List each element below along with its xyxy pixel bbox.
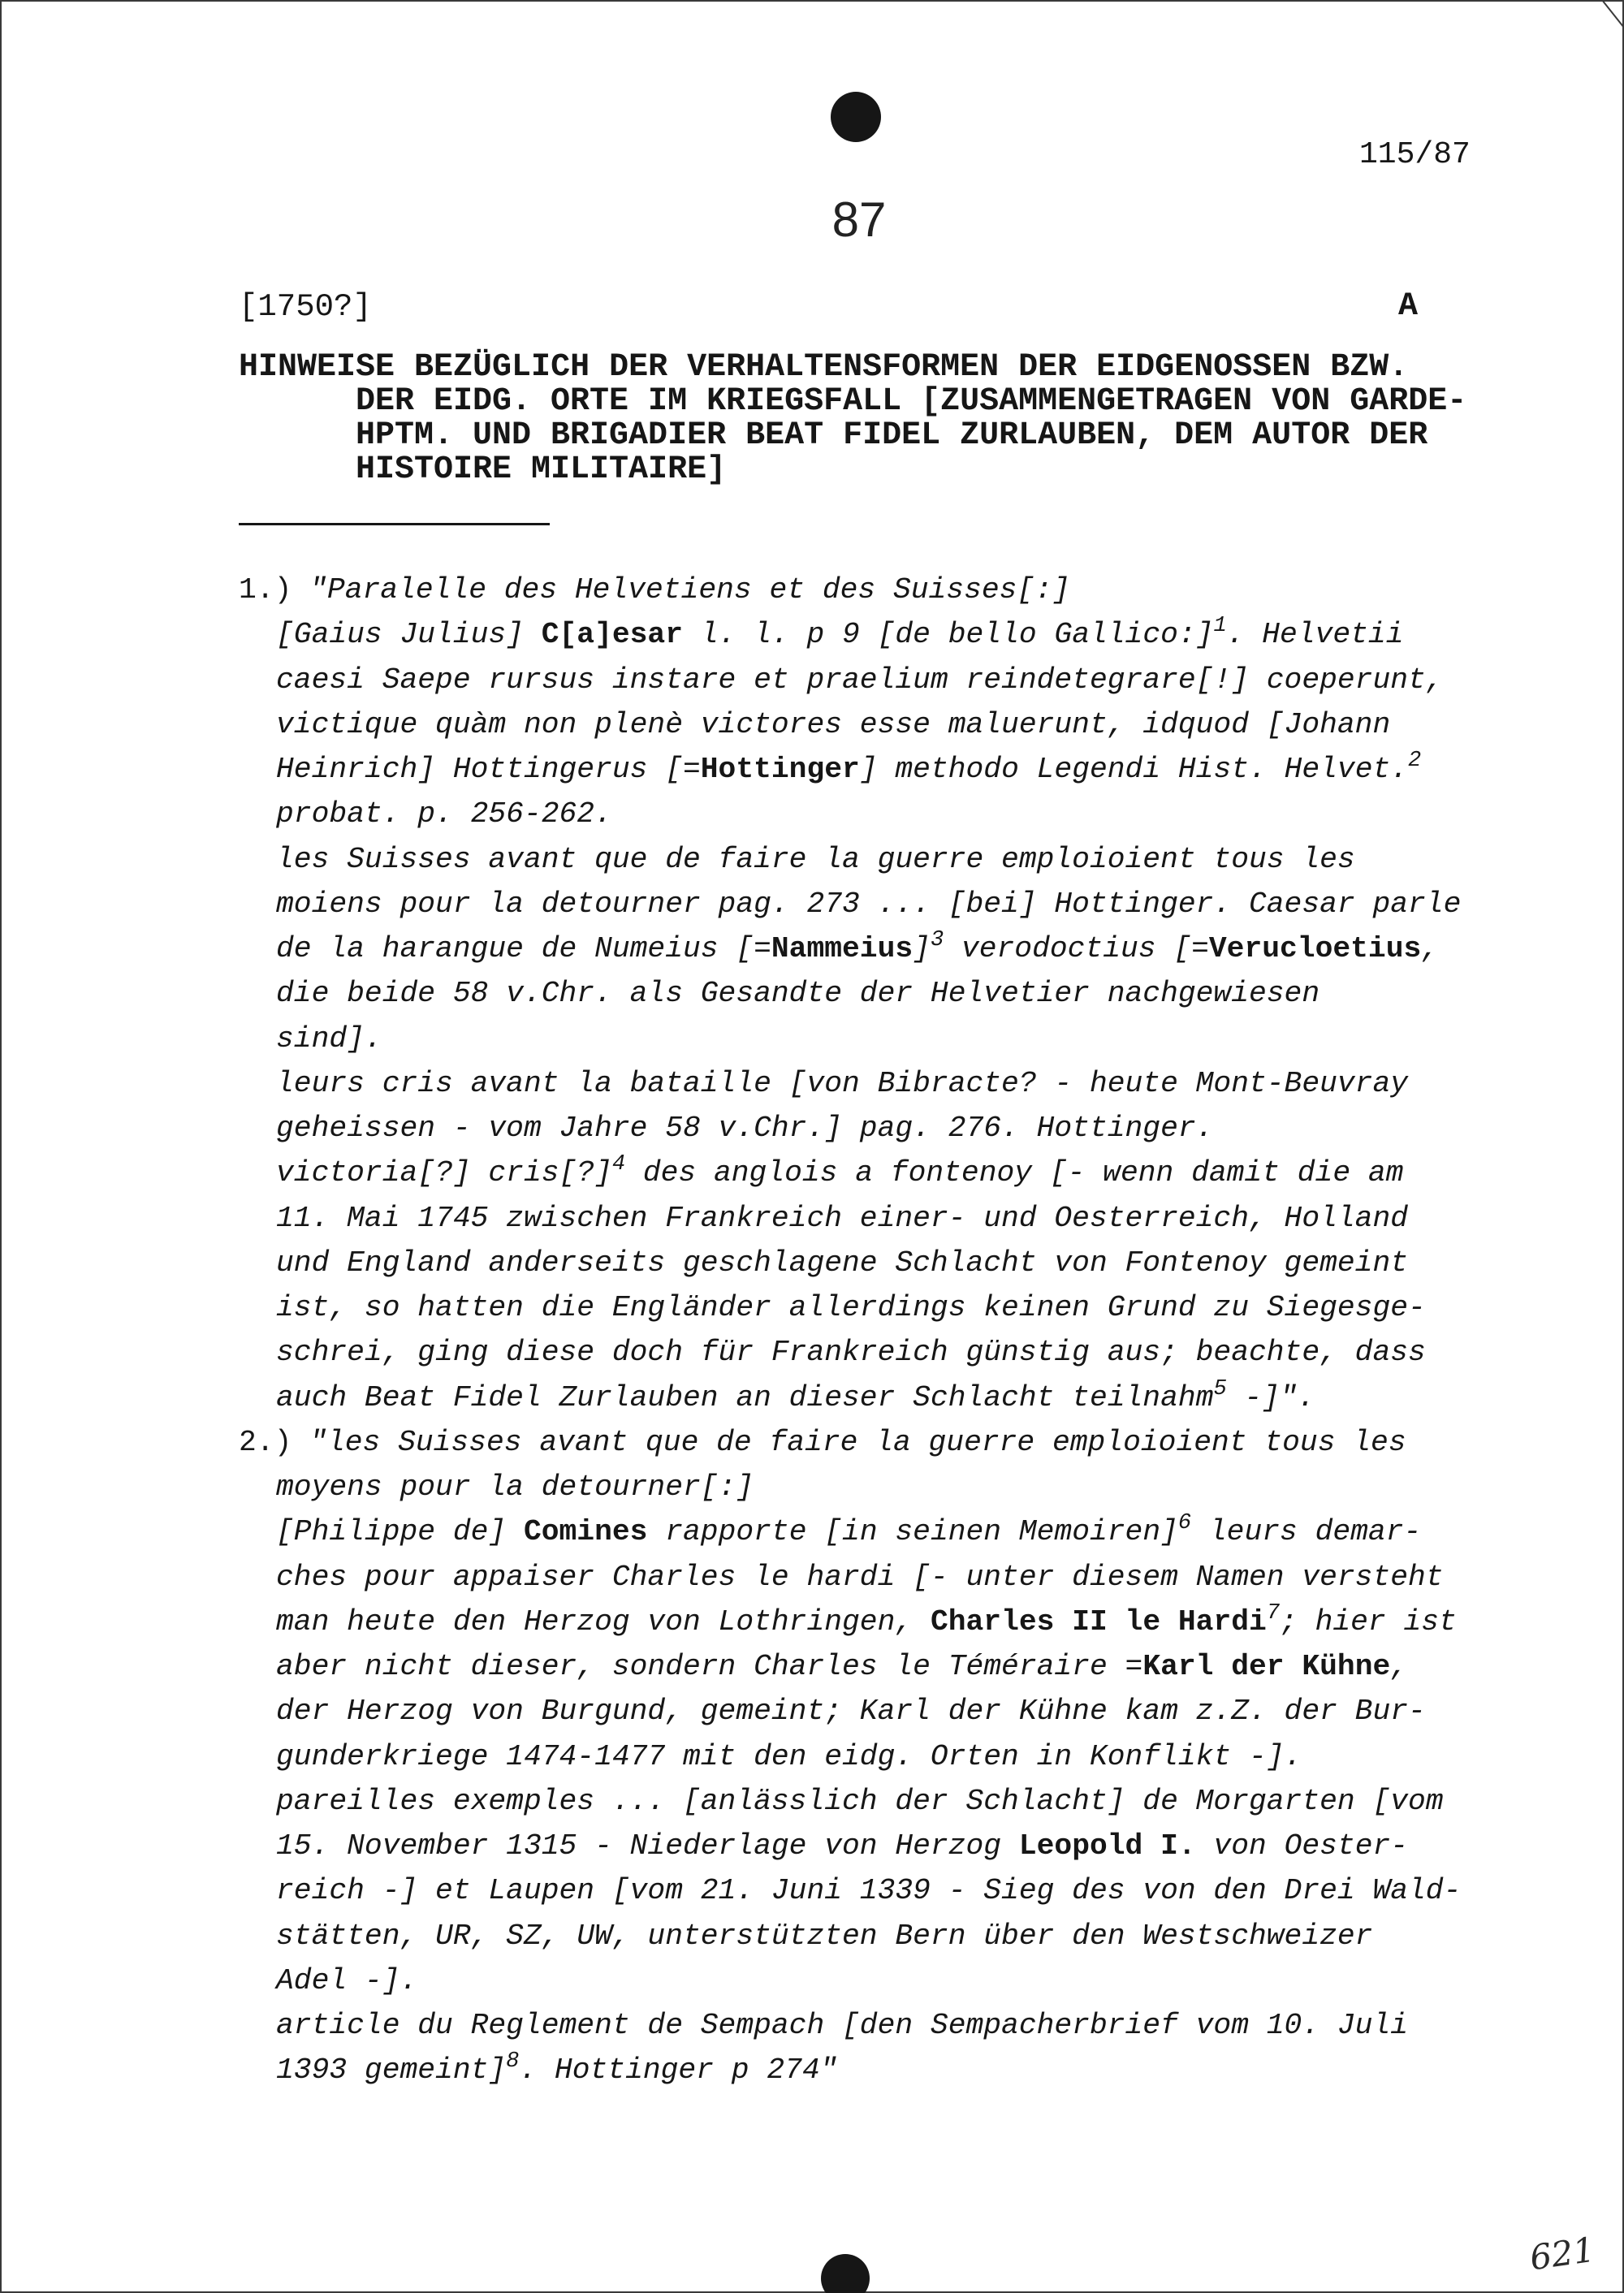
text-run: . Helvetii [1226,618,1404,652]
item-first-line [239,1420,1461,1465]
item-line [239,1375,1461,1420]
list-item [239,1420,1461,2093]
item-line [239,1017,1461,1061]
text-run: stätten, UR, SZ, UW, unterstützten Bern über den Westschweizer [276,1919,1373,1953]
item-line [239,1689,1461,1734]
text-run: pareilles exemples ... [anlässlich der Schlacht] de Morgarten [vom [276,1784,1444,1818]
item-line [239,1151,1461,1195]
list-item [239,568,1461,1420]
text-run: leurs cris avant la bataille [von Bibracte? - heute Mont-Beuvray [276,1066,1409,1100]
punch-hole-bottom [821,2254,870,2293]
heading-line: DER EIDG. ORTE IM KRIEGSFALL [ZUSAMMENGETRAGEN VON GARDE- [356,383,1467,420]
text-run: man heute den Herzog von Lothringen, [276,1604,931,1639]
item-line [239,1824,1461,1868]
text-run: schrei, ging diese doch für Frankreich günstig aus; beachte, dass [276,1336,1426,1370]
item-line [239,1509,1461,1554]
text-run: ; hier ist [1280,1604,1457,1639]
text-run: victique quàm non plenè victores esse maluerunt, idquod [Johann [276,707,1391,741]
text-run: sind]. [276,1021,382,1056]
text-run: leurs demar- [1191,1515,1422,1549]
item-line [239,1600,1461,1644]
text-run: . Hottinger p 274" [519,2053,838,2088]
bold-name: Verucloetius [1208,932,1422,965]
text-run: "les Suisses avant que de faire la guerre emploioient tous les [309,1425,1406,1459]
bold-name: Charles II le Hardi [930,1604,1267,1639]
text-run: auch Beat Fidel Zurlauben an dieser Schlacht teilnahm [276,1380,1214,1414]
corner-fold-mark [1590,0,1624,34]
item-line [239,1241,1461,1285]
item-line [239,1914,1461,1958]
punch-hole-bottom-clip [821,2254,870,2293]
heading-line: HISTOIRE MILITAIRE] [356,451,727,488]
item-line [239,1734,1461,1779]
item-line [239,882,1461,926]
text-run: , [1421,932,1440,965]
divider-rule [239,523,550,525]
text-run: geheissen - vom Jahre 58 v.Chr.] pag. 276. Hottinger. [276,1112,1214,1145]
text-run: rapporte [in seinen Memoiren] [647,1515,1178,1549]
handwritten-folio-number: 621 [1527,2229,1598,2278]
text-run: probat. p. 256-262. [276,797,612,831]
item-line [239,1106,1461,1151]
document-date: [1750?] [239,289,372,325]
text-run: , [1390,1650,1409,1683]
footnote-ref: 4 [611,1152,626,1177]
text-run: 1393 gemeint] [276,2053,507,2088]
item-line [239,1285,1461,1330]
text-run: -]". [1226,1380,1315,1414]
item-line [239,2003,1461,2048]
document-heading [239,351,1466,487]
item-line [239,1958,1461,2003]
text-run: victoria[?] cris[?] [276,1156,612,1190]
item-line [239,971,1461,1016]
text-run: [Philippe de] [276,1515,524,1549]
footnote-ref: 1 [1213,614,1227,639]
text-run: ches pour appaiser Charles le hardi [- unter diesem Namen versteht [276,1560,1444,1594]
text-run: Heinrich] Hottingerus [= [276,753,701,786]
heading-line: HPTM. UND BRIGADIER BEAT FIDEL ZURLAUBEN, DEM AUTOR DER [356,417,1428,454]
text-run: caesi Saepe rursus instare et praelium reindetegrare[!] coeperunt, [276,663,1444,697]
text-run: 15. November 1315 - Niederlage von Herzog [276,1829,1019,1863]
text-run: aber nicht dieser, sondern Charles le Téméraire = [276,1650,1143,1683]
item-line [239,926,1461,971]
heading-line: HINWEISE BEZÜGLICH DER VERHALTENSFORMEN DER EIDGENOSSEN BZW. [239,349,1409,386]
item-line [239,792,1461,836]
page-number: 87 [831,192,887,247]
item-first-line [239,568,1461,612]
text-run: [Gaius Julius] [276,618,542,652]
bold-name: Nammeius [771,932,914,965]
text-run: 11. Mai 1745 zwischen Frankreich einer- und Oesterreich, Holland [276,1201,1409,1235]
footnote-ref: 3 [930,928,944,952]
footnote-ref: 6 [1177,1511,1192,1536]
punch-hole-top [831,92,881,142]
item-line [239,837,1461,882]
footnote-ref: 2 [1408,749,1422,773]
text-run: verodoctius [= [944,932,1209,965]
text-run: ] [913,932,931,965]
bold-name: Hottinger [700,753,860,786]
item-line [239,2048,1461,2092]
item-line [239,1644,1461,1689]
footnote-ref: 8 [506,2049,520,2075]
footnote-ref: 7 [1266,1600,1280,1626]
item-line [239,1330,1461,1375]
text-run: "Paralelle des Helvetiens et des Suisses[:] [309,573,1070,607]
text-run: des anglois a fontenoy [- wenn damit die am [625,1156,1404,1190]
text-run: de la harangue de Numeius [= [276,932,771,965]
bold-name: C[a]esar [541,618,683,652]
item-line [239,1196,1461,1241]
text-run: gunderkriege 1474-1477 mit den eidg. Orten in Konflikt -]. [276,1739,1302,1773]
item-number: 1.) [239,573,292,607]
item-number: 2.) [239,1425,292,1459]
text-run: die beide 58 v.Chr. als Gesandte der Helvetier nachgewiesen [276,977,1320,1011]
text-run: moiens pour la detourner pag. 273 ... [bei] Hottinger. Caesar parle [276,887,1462,921]
body-text [239,568,1461,2093]
item-line [239,747,1461,792]
text-run: der Herzog von Burgund, gemeint; Karl der Kühne kam z.Z. der Bur- [276,1695,1426,1729]
footnote-ref: 5 [1213,1376,1227,1401]
item-line [239,658,1461,702]
item-line [239,1779,1461,1824]
item-line [239,1061,1461,1106]
item-line [239,1555,1461,1600]
collection-number: 115/87 [1359,137,1471,172]
item-line [239,702,1461,747]
text-run: les Suisses avant que de faire la guerre emploioient tous les [276,842,1355,876]
item-line [239,1868,1461,1913]
text-run: Adel -]. [276,1963,418,1997]
text-run: und England anderseits geschlagene Schlacht von Fontenoy gemeint [276,1246,1409,1280]
item-line [239,1465,1461,1509]
text-run: moyens pour la detourner[:] [276,1470,754,1504]
item-line [239,612,1461,657]
bold-name: Karl der Kühne [1142,1650,1391,1683]
bold-name: Leopold I. [1018,1829,1196,1863]
section-marker: A [1398,288,1419,325]
bold-name: Comines [523,1515,648,1549]
text-run: reich -] et Laupen [vom 21. Juni 1339 - Sieg des von den Drei Wald- [276,1874,1462,1908]
text-run: von Oester- [1195,1829,1409,1863]
text-run: ist, so hatten die Engländer allerdings keinen Grund zu Siegesge- [276,1291,1426,1324]
text-run: l. l. p 9 [de bello Gallico:] [683,618,1214,652]
text-run: ] methodo Legendi Hist. Helvet. [859,753,1409,786]
text-run: article du Reglement de Sempach [den Sempacherbrief vom 10. Juli [276,2009,1409,2042]
